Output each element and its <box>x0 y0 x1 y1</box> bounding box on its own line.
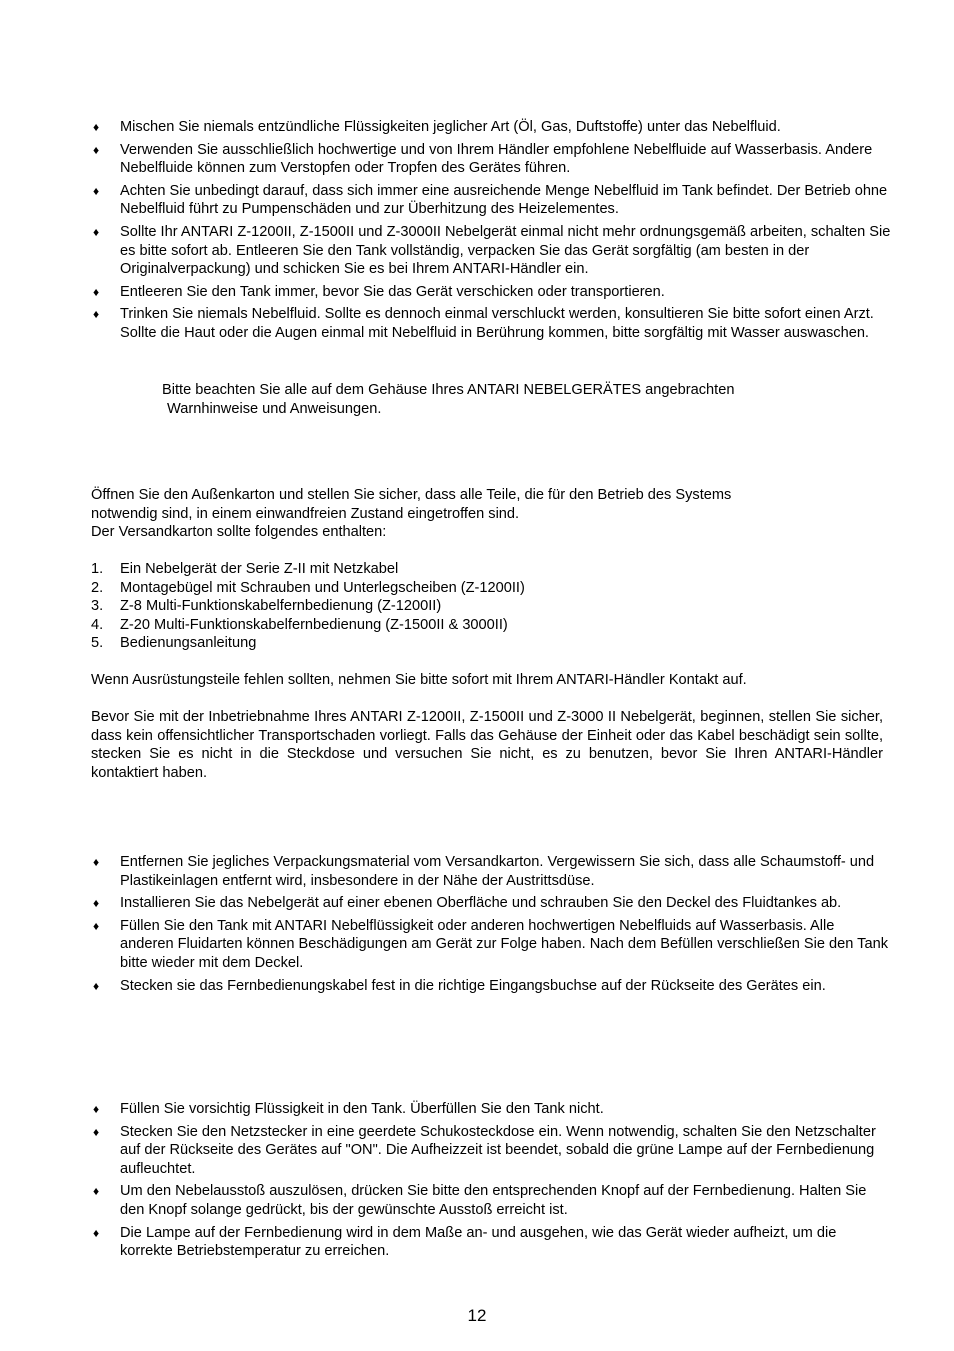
diamond-bullet-icon: ♦ <box>93 224 100 239</box>
safety-bullet-list <box>91 118 891 347</box>
list-item: ♦ Mischen Sie niemals entzündliche Flüssigkeiten jeglicher Art (Öl, Gas, Duftstoffe) unter das Nebelfluid. <box>93 119 781 135</box>
list-item: ♦ Installieren Sie das Nebelgerät auf einer ebenen Oberfläche und schrauben Sie den Deckel des Fluidtankes ab. <box>93 895 842 912</box>
list-item: ♦ Füllen Sie den Tank mit ANTARI Nebelflüssigkeit oder anderen hochwertigen Nebelfluids auf Wasserbasis. Alle anderen Fluidarten können Beschädigungen am Gerät zur Folge haben. Nach dem Befüllen verschließen Sie den Tank bitte wieder mit dem Deckel. <box>93 917 889 971</box>
list-item: ♦ Achten Sie unbedingt darauf, dass sich immer eine ausreichende Menge Nebelfluid im Tank befindet. Der Betrieb ohne Nebelfluid führt zu Pumpenschäden und zur Überhitzung des Heizelementes. <box>93 182 888 218</box>
list-item: ♦ Die Lampe auf der Fernbedienung wird in dem Maße an- und ausgehen, wie das Gerät wieder aufheizt, um die korrekte Betriebstemperatur zu erreichen. <box>93 1224 837 1260</box>
list-item: ♦ Entleeren Sie den Tank immer, bevor Sie das Gerät verschicken oder transportieren. <box>93 283 665 300</box>
diamond-bullet-icon: ♦ <box>93 142 100 157</box>
page-number: 12 <box>467 1306 487 1325</box>
diamond-bullet-icon: ♦ <box>93 1124 100 1139</box>
list-item: ♦ Stecken Sie den Netzstecker in eine geerdete Schukosteckdose ein. Wenn notwendig, schalten Sie den Netzschalter auf der Rückseite des Gerätes auf "ON". Die Aufheizzeit ist beendet, sobald die grüne Lampe auf der Fernbedienung aufleuchtet. <box>93 1123 876 1177</box>
list-item: ♦ Trinken Sie niemals Nebelfluid. Sollte es dennoch einmal verschluckt werden, konsultieren Sie bitte sofort einen Arzt. Sollte die Haut oder die Augen einmal mit Nebelfluid in Berührung kommen, bitte sorgfältig mit Wasser auswaschen. <box>93 306 874 341</box>
setup-bullet-list <box>91 853 891 999</box>
warning-note: Bitte beachten Sie alle auf dem Gehäuse Ihres ANTARI NEBELGERÄTES angebrachten Warnhinweise und Anweisungen. <box>162 382 735 417</box>
list-item: ♦ Füllen Sie vorsichtig Flüssigkeit in den Tank. Überfüllen Sie den Tank nicht. <box>93 1101 604 1117</box>
diamond-bullet-icon: ♦ <box>93 307 100 322</box>
damage-check-paragraph: Bevor Sie mit der Inbetriebnahme Ihres ANTARI Z-1200II, Z-1500II und Z-3000 II Nebelgerät, beginnen, stellen Sie sicher, dass kein offensichtlicher Transportschaden vorliegt. Falls das Gehäuse der Einheit oder das Kabel beschädigt sein sollte, stecken Sie es nicht in die Steckdose und versuchen Sie nicht, es zu benutzen, bevor Sie Ihren ANTARI-Händler kontaktiert haben. <box>91 709 883 781</box>
diamond-bullet-icon: ♦ <box>93 1102 100 1116</box>
list-item: 1. Ein Nebelgerät der Serie Z-II mit Netzkabel <box>91 561 399 577</box>
diamond-bullet-icon: ♦ <box>93 896 100 911</box>
list-item: 4. Z-20 Multi-Funktionskabelfernbedienung (Z-1500II & 3000II) <box>91 616 508 633</box>
diamond-bullet-icon: ♦ <box>93 918 100 933</box>
list-item: ♦ Verwenden Sie ausschließlich hochwertige und von Ihrem Händler empfohlene Nebelfluide auf Wasserbasis. Andere Nebelfluide können zum Verstopfen oder Tropfen des Gerätes führen. <box>93 141 873 177</box>
list-item: ♦ Entfernen Sie jegliches Verpackungsmaterial vom Versandkarton. Vergewissern Sie sich, dass alle Schaumstoff- und Plastikeinlagen entfernt wird, insbesondere in der Nähe der Austrittsdüse. <box>93 854 875 889</box>
package-contents-list <box>91 560 791 653</box>
unpacking-intro: Öffnen Sie den Außenkarton und stellen Sie sicher, dass alle Teile, die für den Betrieb des Systems notwendig sind, in einem einwandfreien Zustand eingetroffen sind. Der Versandkarton sollte folgendes enthalten: <box>91 487 732 541</box>
diamond-bullet-icon: ♦ <box>93 1184 100 1199</box>
diamond-bullet-icon: ♦ <box>93 183 100 198</box>
diamond-bullet-icon: ♦ <box>93 978 100 993</box>
diamond-bullet-icon: ♦ <box>93 855 100 869</box>
missing-parts-paragraph: Wenn Ausrüstungsteile fehlen sollten, nehmen Sie bitte sofort mit Ihrem ANTARI-Händler Kontakt auf. <box>91 672 747 688</box>
diamond-bullet-icon: ♦ <box>93 284 100 299</box>
operation-bullet-list <box>91 1100 891 1265</box>
list-item: ♦ Um den Nebelausstoß auszulösen, drücken Sie bitte den entsprechenden Knopf auf der Fernbedienung. Halten Sie den Knopf solange gedrückt, bis der gewünschte Ausstoß erreicht ist. <box>93 1183 867 1218</box>
list-item: ♦ Sollte Ihr ANTARI Z-1200II, Z-1500II und Z-3000II Nebelgerät einmal nicht mehr ordnungsgemäß arbeiten, schalten Sie es bitte sofort ab. Entleeren Sie den Tank vollständig, verpacken Sie das Gerät sorgfältig (am besten in der Originalverpackung) und schicken Sie es bei Ihrem ANTARI-Händler ein. <box>93 223 891 278</box>
diamond-bullet-icon: ♦ <box>93 120 100 134</box>
diamond-bullet-icon: ♦ <box>93 1225 100 1240</box>
list-item: 2. Montagebügel mit Schrauben und Unterlegscheiben (Z-1200II) <box>91 579 525 596</box>
list-item: 3. Z-8 Multi-Funktionskabelfernbedienung (Z-1200II) <box>91 598 442 615</box>
list-item: ♦ Stecken sie das Fernbedienungskabel fest in die richtige Eingangsbuchse auf der Rückseite des Gerätes ein. <box>93 977 826 994</box>
list-item: 5. Bedienungsanleitung <box>91 635 257 652</box>
